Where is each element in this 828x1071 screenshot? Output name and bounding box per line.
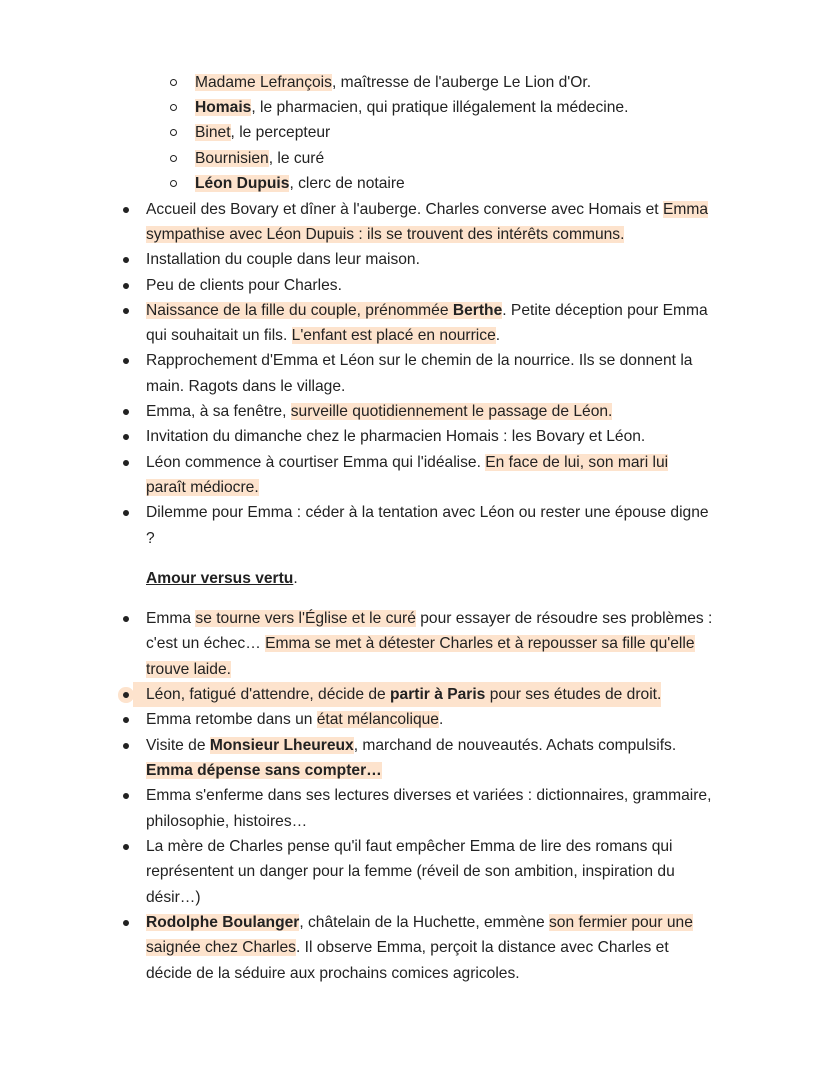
bullet-icon — [123, 257, 129, 263]
circle-bullet-icon — [170, 155, 177, 162]
bullet-icon — [123, 793, 129, 799]
bullet-icon — [123, 358, 129, 364]
list-item-continuation: paraît médiocre. — [146, 479, 259, 496]
list-item: Visite de Monsieur Lheureux, marchand de nouveautés. Achats compulsifs. — [146, 737, 677, 754]
list-item-continuation: désir…) — [146, 889, 201, 906]
bullet-icon — [123, 616, 129, 622]
circle-bullet-icon — [170, 129, 177, 136]
list-item: Emma s'enferme dans ses lectures diverses et variées : dictionnaires, grammaire, — [146, 787, 712, 804]
list-item-continuation: représentent un danger pour la femme (réveil de son ambition, inspiration du — [146, 863, 675, 880]
bullet-icon — [123, 510, 129, 516]
bullet-icon — [123, 460, 129, 466]
sub-list-item: Léon Dupuis, clerc de notaire — [195, 175, 405, 192]
list-item: Accueil des Bovary et dîner à l'auberge. Charles converse avec Homais et Emma — [146, 201, 709, 218]
sub-list-item: Madame Lefrançois, maîtresse de l'auberge Le Lion d'Or. — [195, 74, 592, 91]
list-item: Invitation du dimanche chez le pharmacien Homais : les Bovary et Léon. — [146, 428, 646, 445]
list-item: Emma, à sa fenêtre, surveille quotidiennement le passage de Léon. — [146, 403, 613, 420]
bullet-icon — [123, 743, 129, 749]
list-item: La mère de Charles pense qu'il faut empêcher Emma de lire des romans qui — [146, 838, 673, 855]
list-item: Naissance de la fille du couple, prénommée Berthe. Petite déception pour Emma — [146, 302, 708, 319]
list-item: Léon, fatigué d'attendre, décide de partir à Paris pour ses études de droit. — [133, 682, 661, 707]
list-item-continuation: Emma dépense sans compter… — [146, 762, 382, 779]
list-item-continuation: main. Ragots dans le village. — [146, 378, 346, 395]
circle-bullet-icon — [170, 79, 177, 86]
circle-bullet-icon — [170, 180, 177, 187]
bullet-icon — [123, 283, 129, 289]
list-item: Léon commence à courtiser Emma qui l'idéalise. En face de lui, son mari lui — [146, 454, 669, 471]
list-item: Dilemme pour Emma : céder à la tentation avec Léon ou rester une épouse digne — [146, 504, 709, 521]
circle-bullet-icon — [170, 104, 177, 111]
list-item-continuation: sympathise avec Léon Dupuis : ils se trouvent des intérêts communs. — [146, 226, 625, 243]
section-heading: Amour versus vertu. — [146, 570, 298, 587]
list-item-continuation: décide de la séduire aux prochains comices agricoles. — [146, 965, 520, 982]
bullet-icon — [123, 308, 129, 314]
list-item: Emma se tourne vers l'Église et le curé pour essayer de résoudre ses problèmes : — [146, 610, 713, 627]
bullet-icon — [123, 409, 129, 415]
sub-list-item: Binet, le percepteur — [195, 124, 331, 141]
list-item-continuation: c'est un échec… Emma se met à détester Charles et à repousser sa fille qu'elle — [146, 635, 695, 652]
list-item: Rapprochement d'Emma et Léon sur le chemin de la nourrice. Ils se donnent la — [146, 352, 693, 369]
bullet-icon — [123, 717, 129, 723]
bullet-icon — [123, 844, 129, 850]
list-item-continuation: saignée chez Charles. Il observe Emma, perçoit la distance avec Charles et — [146, 939, 669, 956]
list-item-continuation: qui souhaitait un fils. L'enfant est placé en nourrice. — [146, 327, 501, 344]
list-item-continuation: trouve laide. — [146, 661, 231, 678]
bullet-icon — [123, 207, 129, 213]
sub-list-item: Homais, le pharmacien, qui pratique illégalement la médecine. — [195, 99, 629, 116]
list-item: Peu de clients pour Charles. — [146, 277, 342, 294]
list-item: Rodolphe Boulanger, châtelain de la Huchette, emmène son fermier pour une — [146, 914, 693, 931]
sub-list-item: Bournisien, le curé — [195, 150, 325, 167]
list-item-continuation: philosophie, histoires… — [146, 813, 308, 830]
list-item: Installation du couple dans leur maison. — [146, 251, 420, 268]
list-item-continuation: ? — [146, 530, 155, 547]
bullet-icon — [123, 434, 129, 440]
bullet-icon — [123, 692, 129, 698]
bullet-icon — [123, 920, 129, 926]
list-item: Emma retombe dans un état mélancolique. — [146, 711, 444, 728]
